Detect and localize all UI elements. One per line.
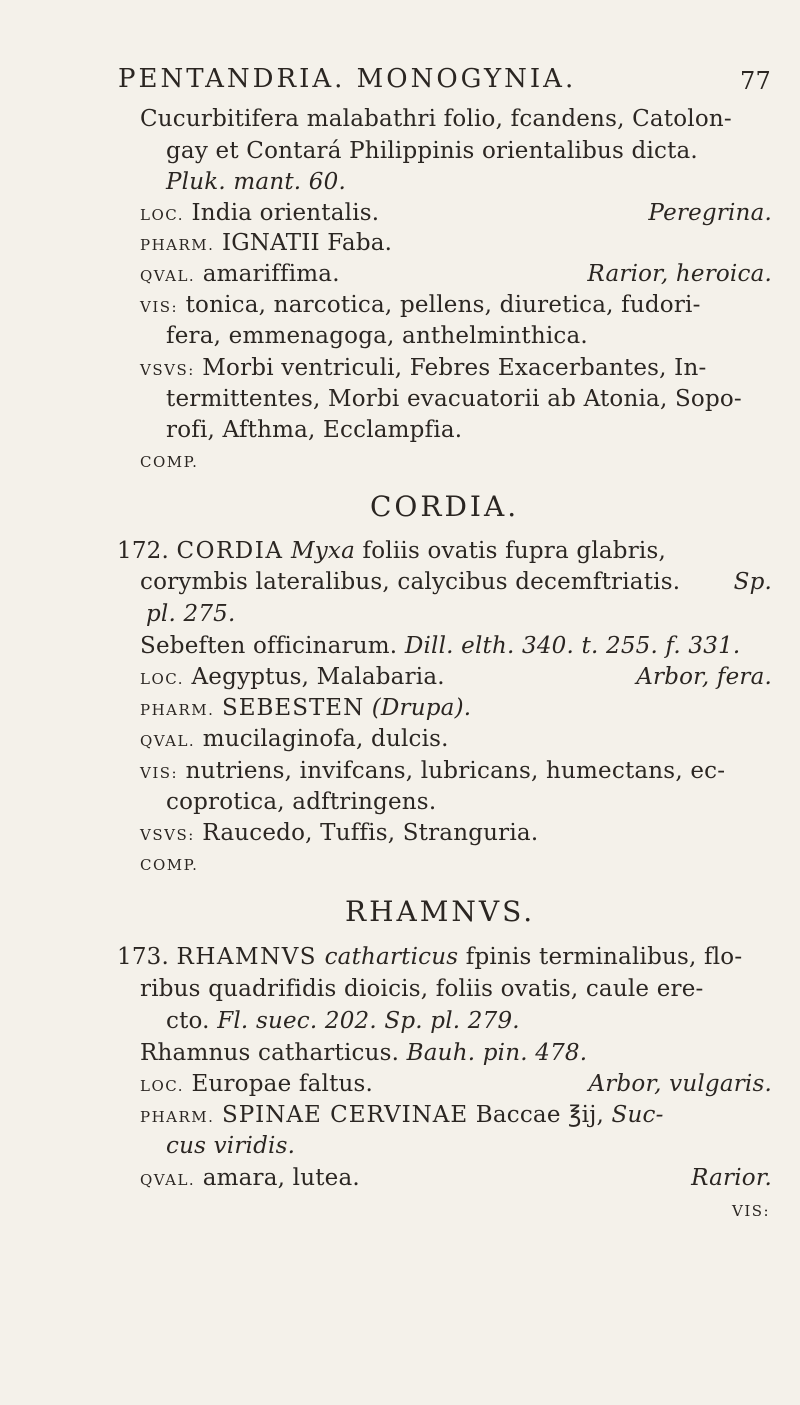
entry-number: 173. [117,944,170,970]
pharm-line [140,1100,664,1132]
entry-reference: Pluk. mant. 60. [166,169,346,195]
usus-label: VSVS: [140,826,195,844]
comp-label: COMP. [140,856,199,874]
synonym-text: Rhamnus catharticus. [140,1040,400,1066]
synonym-line [140,1038,587,1068]
loc-label: LOC. [140,1077,184,1095]
loc-note: Arbor, fera. [636,664,772,690]
pharm-line [140,228,392,260]
loc-note: Arbor, vulgaris. [588,1071,772,1097]
vis-text: tonica, narcotica, pellens, diuretica, fudori- [185,292,701,318]
qual-note: Rarior. [691,1165,772,1191]
pharm-label: PHARM. [140,701,215,719]
qual-text: amariffima. [202,261,340,287]
pharm-succus: Suc- [611,1102,664,1128]
entry-text: fpinis terminalibus, flo- [465,944,743,970]
synonym-reference: Bauh. pin. 478. [406,1040,588,1066]
section-heading: RHAMNVS. [345,895,536,928]
usus-line: rofi, Afthma, Ecclampfia. [166,417,463,443]
entry-reference: Sp. [733,569,772,595]
pharm-line [140,693,471,725]
entry-line [117,536,666,566]
pharm-paren: (Drupa). [371,695,472,721]
entry-number: 172. [117,538,170,564]
vis-label: VIS: [140,298,179,316]
synonym-line [140,631,740,661]
section-heading: CORDIA. [370,490,520,523]
catchword: VIS: [732,1202,771,1220]
entry-text: corymbis lateralibus, calycibus decemftriatis. [140,569,681,595]
entry-line: Cucurbitifera malabathri folio, fcandens, Catolon- [140,106,732,132]
pharm-line: cus viridis. [166,1133,296,1159]
qual-line [140,259,772,291]
loc-label: LOC. [140,206,184,224]
pharm-label: PHARM. [140,1108,215,1126]
pharm-label: PHARM. [140,236,215,254]
vis-text: nutriens, invifcans, lubricans, humectans, ec- [185,758,726,784]
entry-text: foliis ovatis fupra glabris, [362,538,666,564]
entry-reference: Fl. suec. 202. Sp. pl. 279. [217,1008,520,1034]
qual-line [140,1163,772,1195]
qual-text: mucilaginofa, dulcis. [202,726,449,752]
qual-label: QVAL. [140,1171,196,1189]
loc-line [140,662,772,694]
qual-label: QVAL. [140,732,196,750]
pharm-text: IGNATII Faba. [221,230,393,256]
vis-line: fera, emmenagoga, anthelminthica. [166,323,588,349]
loc-line [140,198,772,230]
qual-text: amara, lutea. [202,1165,360,1191]
usus-line [140,353,706,385]
qual-note: Rarior, heroica. [587,261,772,287]
usus-text: Raucedo, Tuffis, Stranguria. [202,820,539,846]
pharm-rest: Baccae ℥ij, [475,1102,605,1128]
usus-text: Morbi ventriculi, Febres Exacerbantes, In- [202,355,707,381]
vis-label: VIS: [140,764,179,782]
loc-text: India orientalis. [191,200,380,226]
synonym-text: Sebeften officinarum. [140,633,398,659]
page-number: 77 [740,67,771,95]
qual-label: QVAL. [140,267,196,285]
species-name: Myxa [290,538,355,564]
loc-line [140,1069,772,1101]
vis-line [140,756,725,788]
usus-label: VSVS: [140,361,195,379]
pharm-text: SPINAE CERVINAE [221,1102,469,1128]
loc-note: Peregrina. [648,200,772,226]
entry-line: ribus quadrifidis dioicis, foliis ovatis, caule ere- [140,976,704,1002]
entry-reference: pl. 275. [146,601,236,627]
synonym-reference: Dill. elth. 340. t. 255. f. 331. [404,633,741,659]
loc-text: Europae faltus. [191,1071,374,1097]
entry-line: gay et Contará Philippinis orientalibus dicta. [166,138,698,164]
comp-label: COMP. [140,453,199,471]
entry-line [117,942,742,972]
genus-name: CORDIA [176,538,284,564]
usus-line [140,818,538,850]
qual-line [140,724,449,756]
species-name: catharticus [324,944,459,970]
loc-label: LOC. [140,670,184,688]
vis-line [140,290,701,322]
vis-line: coprotica, adftringens. [166,789,437,815]
loc-text: Aegyptus, Malabaria. [191,664,445,690]
entry-line [140,567,772,597]
running-header: PENTANDRIA. MONOGYNIA. [118,64,577,94]
pharm-text: SEBESTEN [221,695,365,721]
entry-line [166,1006,520,1036]
usus-line: termittentes, Morbi evacuatorii ab Atonia, Sopo- [166,386,742,412]
genus-name: RHAMNVS [176,944,318,970]
entry-text: cto. [166,1008,210,1034]
